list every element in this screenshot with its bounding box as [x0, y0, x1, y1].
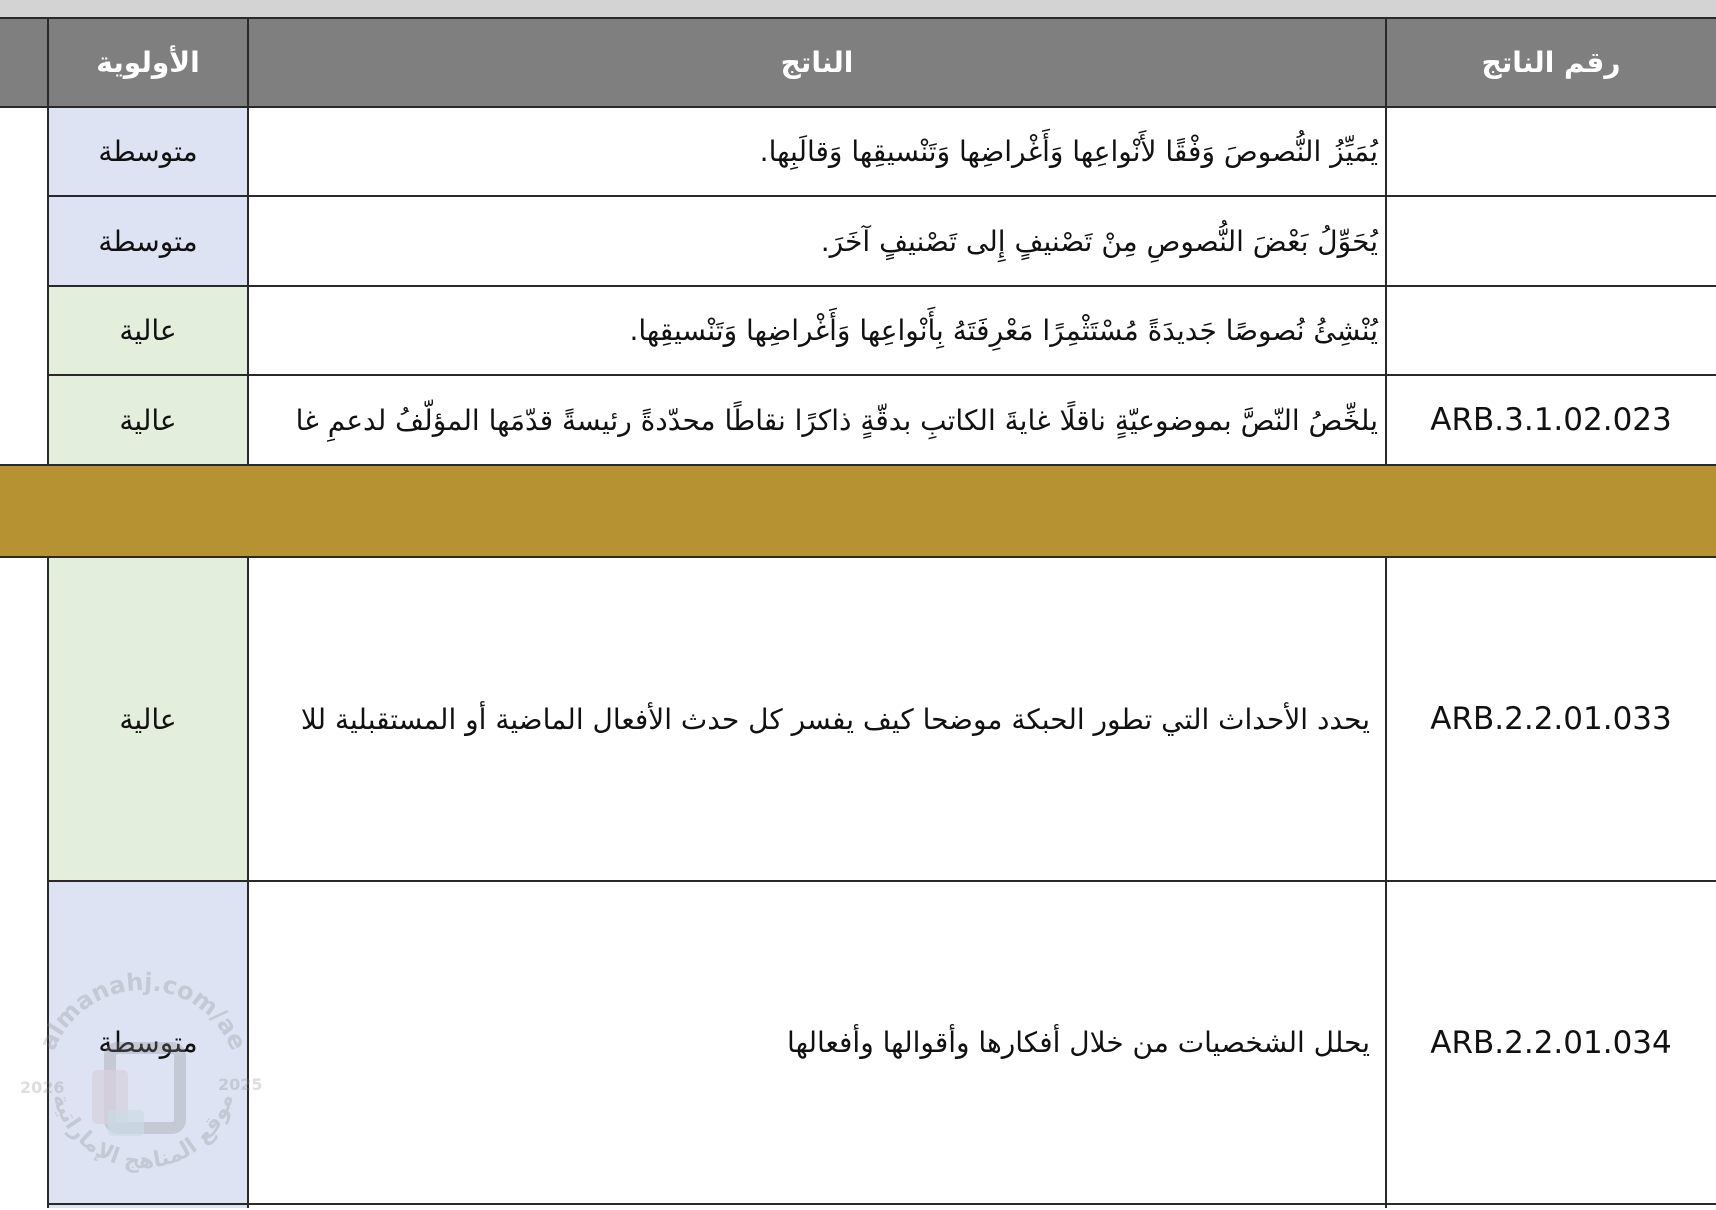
watermark-arabic: موقع المناهج الإماراتية — [47, 1090, 239, 1175]
header-priority: الأولوية — [48, 18, 248, 107]
code-cell: ARB.2.2.01.033 — [1430, 701, 1672, 737]
top-bar — [0, 0, 1716, 18]
outcome-cell: يحلل الشخصيات من خلال أفكارها وأقوالها وأفعالها — [787, 1026, 1370, 1059]
grid-line — [0, 17, 1716, 19]
grid-line — [48, 1203, 1716, 1205]
priority-cell: متوسطة — [48, 881, 248, 1204]
grid-line — [48, 285, 1716, 287]
outcome-cell: يُنْشِئُ نُصوصًا جَديدَةً مُسْتَثْمِرًا مَعْرِفَتَهُ بِأَنْواعِها وَأَغْراضِها وَتَنْسيقِها. — [629, 314, 1378, 347]
header-outcome: الناتج — [248, 18, 1386, 107]
grid-line — [1385, 18, 1387, 465]
code-cell: ARB.3.1.02.023 — [1430, 402, 1672, 438]
grid-line — [247, 18, 249, 465]
grid-line — [0, 464, 1716, 466]
code-cell: ARB.2.2.01.034 — [1430, 1024, 1672, 1061]
grid-line — [1385, 557, 1387, 1208]
grid-line — [248, 195, 1716, 197]
grid-line — [247, 557, 249, 1208]
priority-cell: متوسطة — [48, 196, 248, 286]
watermark-year-left: 2026 — [20, 1078, 65, 1097]
outcome-cell: يُمَيِّزُ النُّصوصَ وَفْقًا لأَنْواعِها وَأَغْراضِها وَتَنْسيقِها وَقالَبِها. — [759, 135, 1378, 168]
grid-line — [48, 195, 248, 197]
outcome-cell: يلخِّصُ النّصَّ بموضوعيّةٍ ناقلًا غايةَ الكاتبِ بدقّةٍ ذاكرًا نقاطًا محدّدةً رئيسةً قدّمَها المؤلّفُ لدعمِ غا — [295, 403, 1378, 437]
outcome-cell: يحدد الأحداث التي تطور الحبكة موضحا كيف يفسر كل حدث الأفعال الماضية أو المستقبلية للا — [300, 702, 1370, 736]
grid-line — [0, 106, 1716, 108]
code-cell — [1386, 107, 1716, 196]
grid-line — [48, 374, 1716, 376]
section-band — [0, 465, 1716, 557]
priority-cell: عالية — [48, 286, 248, 375]
grid-line — [47, 557, 49, 1208]
priority-cell: عالية — [48, 557, 248, 881]
watermark-site: almanahj.com/ae — [33, 967, 253, 1055]
watermark-year-right: 2025 — [218, 1075, 263, 1094]
priority-cell: عالية — [48, 375, 248, 465]
priority-cell: متوسطة — [48, 107, 248, 196]
grid-line — [0, 556, 1716, 558]
code-cell — [1386, 286, 1716, 375]
outcome-cell: يُحَوِّلُ بَعْضَ النُّصوصِ مِنْ تَصْنيفٍ إِلى تَصْنيفٍ آخَرَ. — [820, 224, 1378, 258]
code-cell — [1386, 196, 1716, 286]
header-edge-cell — [0, 18, 48, 107]
grid-line — [47, 18, 49, 465]
grid-line — [48, 880, 1716, 882]
header-code: رقم الناتج — [1386, 18, 1716, 107]
